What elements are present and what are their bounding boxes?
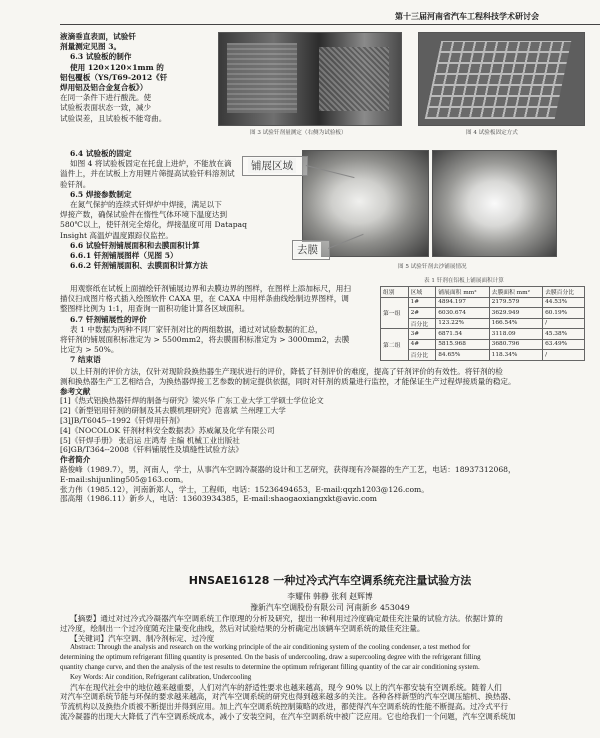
- figure-5-caption: 图 5 试验钎剂去沙铺展情况: [398, 264, 467, 270]
- para-line: 在氮气保护的连续式钎焊炉中焊接，满足以下: [70, 200, 222, 210]
- para-line: 在同一条件下进行酸洗。使: [60, 93, 152, 103]
- intro-line: 流冷凝器的出现大大降低了汽车空调系统成本，减小了安装空间，在汽车空调系统中被广泛应用。它也给我们一个问题，汽车空调系统加: [60, 711, 516, 721]
- table-cell: 44.53%: [543, 297, 585, 308]
- conference-header: 第十三届河南省汽车工程科技学术研讨会: [395, 11, 539, 21]
- figure-3-caption: 图 3 试验钎剂量测定（右侧为试验板）: [250, 130, 347, 136]
- section-heading: 6.6 试验钎剂铺展面积和去膜面积计算: [70, 240, 200, 250]
- author-bio-line: 路俊峰（1989.7），男，河南人，学士，从事汽车空调冷凝器的设计和工艺研究，获得现有冷凝器的生产工艺，电话：18937312068，: [60, 464, 516, 474]
- author-bio-line: E-mail:shijunling505@163.com。: [60, 474, 188, 484]
- section-heading: 6.6.2 钎剂铺展面积、去膜面积计算方法: [70, 261, 208, 271]
- table-cell: 118.34%: [489, 350, 542, 361]
- table-header: 区域: [408, 287, 436, 298]
- keywords-cn: 【关键词】汽车空调、制冷剂标定、过冷度: [70, 633, 215, 643]
- abstract-cn-line: 【摘要】通过对过冷式冷凝器汽车空调系统工作原理的分析及研究，提出一种利用过冷度确定最佳充注量的试验方法。依据计算的: [70, 614, 503, 623]
- author-bio-line: 邵高翔（1986.11）新乡人，电话：13603934385，E-mail:shaogaoxiangxkt@avic.com: [60, 494, 377, 504]
- spread-area-label: 铺展区域: [248, 158, 296, 173]
- table-cell: 百分比: [408, 318, 436, 329]
- para-line: 测和换热器生产工艺相结合，为换热器焊接工艺参数的制定提供依据，同时对钎剂的质量进行监控，才能保证生产过程焊接质量的稳定。: [60, 376, 516, 386]
- article-title: HNSAE16128 一种过冷式汽车空调系统充注量试验方法: [188, 574, 472, 587]
- article-affiliation: 豫新汽车空调股份有限公司 河南新乡 453049: [250, 603, 410, 612]
- table-cell: 百分比: [408, 350, 436, 361]
- para-line: 铝包覆板（YS/T69-2012《钎: [60, 72, 168, 82]
- table-title: 表 1 钎剂在铝板上铺展面积计算: [424, 278, 504, 284]
- author-bio-heading: 作者简介: [60, 455, 91, 465]
- reference-item: [5]《钎焊手册》 张启运 庄鸿寿 主编 机械工业出版社: [60, 435, 240, 445]
- table-cell: 60.19%: [543, 308, 585, 319]
- data-table: [380, 286, 585, 361]
- para-line: 焊用铝及铝合金复合板》）: [60, 83, 148, 93]
- para-line: 描仪扫成图片格式插入绘图软件 CAXA 里，在 CAXA 中用样条曲线绘制边界图样，调: [60, 294, 349, 304]
- table-cell: 45.38%: [543, 329, 585, 340]
- abstract-en-line: determining the optimum refrigerant filling quantity is presented. On the basis of undercooling, draw a supercooling degree with the refrigerant filling: [60, 653, 481, 662]
- section-heading: 6.7 钎剂铺展性的评价: [70, 314, 147, 324]
- film-removal-label: 去膜: [294, 242, 321, 257]
- table-cell: 123.22%: [436, 318, 489, 329]
- table-cell: 第二组: [381, 329, 409, 361]
- table-cell: 3118.09: [489, 329, 542, 340]
- figure-3-photo: [218, 32, 402, 126]
- table-cell: 4#: [408, 339, 436, 350]
- table-cell: 3#: [408, 329, 436, 340]
- para-line: 验钎剂。: [60, 179, 91, 189]
- table-header: 铺展面积 mm²: [436, 287, 489, 298]
- table-cell: 3629.949: [489, 308, 542, 319]
- table-cell: /: [543, 318, 585, 329]
- intro-line: 汽车在现代社会中的地位越来越重要，人们对汽车的舒适性要求也越来越高，现今 90% 以上的汽车都安装有空调系统。随着人们: [70, 682, 502, 692]
- table-header: 去膜百分比: [543, 287, 585, 298]
- para-line: 试验误差，且试验板不能弯曲。: [60, 113, 167, 123]
- reference-item: [6]GB/T364--2008《钎料铺展性及填缝性试验方法》: [60, 445, 243, 455]
- table-cell: 3680.796: [489, 339, 542, 350]
- table-cell: 6030.674: [436, 308, 489, 319]
- section-heading: 6.5 焊接参数制定: [70, 189, 132, 199]
- reference-item: [2]《新型铝用钎剂的研制及其去膜机理研究》范喜斌 兰州理工大学: [60, 406, 286, 416]
- para-line: 比定为 > 50%。: [60, 345, 119, 355]
- para-line: 将钎剂的铺展面积标准定为 > 5500mm2，将去膜面积标准定为 > 3000mm2，去膜: [60, 335, 350, 345]
- reference-item: [1]《热式铝换热器钎焊的制备与研究》梁兴华 广东工业大学工学硕士学位论文: [60, 396, 324, 406]
- para-line: 以上钎剂的评价方法，仅针对现阶段换热器生产现状进行的评价，降低了钎剂评价的难度，提高了钎剂评价的有效性。将钎剂的检: [70, 367, 503, 376]
- section-heading: 6.6.1 钎剂铺展图样（见图 5）: [70, 251, 178, 261]
- abstract-en-line: quantity change curve, and then the analysis of the test results to determine the optimum refrigerant filling quantity of the car air conditioning system.: [60, 662, 480, 671]
- section-heading: 7 结束语: [70, 355, 101, 365]
- intro-line: 节流机构以及换热介质被不断提出并得到应用。加上汽车空调系统控制策略的改进，都使得汽车空调系统的性能不断提高。过冷式平行: [60, 702, 509, 712]
- para-line: 液滴垂直表面，试验钎: [60, 32, 136, 41]
- section-heading: 6.3 试验板的制作: [70, 52, 132, 62]
- table-header-row: [381, 287, 585, 298]
- table-row: [381, 329, 585, 340]
- para-line: Insight 高温炉温度跟踪仪监控。: [60, 230, 173, 240]
- figure-5-photo-right: [432, 150, 557, 257]
- table-row: [381, 297, 585, 308]
- keywords-en: Key Words: Air condition, Refrigerant calibration, Undercooling: [70, 672, 252, 681]
- para-line: 焊接产数，确保试验件在惰性气体环境下温度达到: [60, 210, 228, 220]
- para-line: 用观察纸在试板上面描绘钎剂铺展边界和去膜边界的图样，在图样上添加标尺，用扫: [70, 284, 351, 293]
- table-row: [381, 308, 585, 319]
- para-line: 如图 4 将试验板固定在托盘上进炉，不能放在滴: [70, 159, 232, 169]
- figure-4-photo: [418, 32, 585, 126]
- para-line: 整图样比例为 1:1，用查询一面积功能计算各区域面积。: [60, 304, 250, 314]
- table-header: 去膜面积 mm²: [489, 287, 542, 298]
- table-header: 组别: [381, 287, 409, 298]
- section-heading: 6.4 试验板的固定: [70, 149, 132, 158]
- table-cell: 63.49%: [543, 339, 585, 350]
- para-line: 表 1 中数据为两种不同厂家钎剂对比的两组数据，通过对试验数据的汇总，: [70, 324, 323, 334]
- abstract-cn-line: 过冷度，绘制出一个过冷度随充注量变化曲线，然后对试验结果的分析确定出该辆车空调系统的最佳充注量。: [60, 623, 425, 633]
- abstract-en-line: Abstract: Through the analysis and research on the working principle of the air conditioning system of the cooling condenser, a test method for: [70, 643, 471, 652]
- conclusion-references: [60, 367, 600, 504]
- table-row: [381, 350, 585, 361]
- table-cell: 第一组: [381, 297, 409, 329]
- para-line: 试验板表面状态一致，减少: [60, 103, 152, 113]
- abstract-block: [60, 614, 600, 722]
- intro-line: 对汽车空调系统节能与环保的要求越来越高，对汽车空调系统的研究也得到越来越多的关注。各种各样新型的汽车空调压缩机、换热器、: [60, 692, 516, 702]
- references-heading: 参考文献: [60, 386, 91, 396]
- para-line: 溢件上，并在试板上方用锂片筛提高试验钎料溶剂试: [60, 169, 235, 179]
- left-column: [60, 32, 210, 124]
- table-row: [381, 318, 585, 329]
- reference-item: [3]JB/T6045--1992《钎焊用钎剂》: [60, 415, 184, 425]
- para-line: 剂量测定见图 3。: [60, 42, 122, 52]
- table-cell: 5815.968: [436, 339, 489, 350]
- table-cell: 166.54%: [489, 318, 542, 329]
- reference-item: [4]《NOCOLOK 钎剂材料安全数据表》苏威氟及化学有限公司: [60, 425, 275, 435]
- table-row: [381, 339, 585, 350]
- table-cell: 84.65%: [436, 350, 489, 361]
- table-cell: 4894.197: [436, 297, 489, 308]
- para-line: 使用 120×120×1mm 的: [70, 62, 164, 72]
- author-bio-line: 张力伟（1985.12），河南新郑人，学士，工程师，电话：15236494653，E-mail:qqzh1203@126.com。: [60, 484, 429, 494]
- table-cell: /: [543, 350, 585, 361]
- article-authors: 李耀伟 韩静 张利 赵辉博: [287, 592, 373, 601]
- method-text: [60, 284, 375, 366]
- table-cell: 6871.54: [436, 329, 489, 340]
- table-cell: 1#: [408, 297, 436, 308]
- figure-4-caption: 图 4 试验板固定方式: [466, 130, 518, 136]
- para-line: 580℃以上，使钎剂完全熔化，焊接温度可用 Datapaq: [60, 220, 247, 230]
- table-cell: 2179.579: [489, 297, 542, 308]
- table-cell: 2#: [408, 308, 436, 319]
- header-rule: [60, 24, 600, 25]
